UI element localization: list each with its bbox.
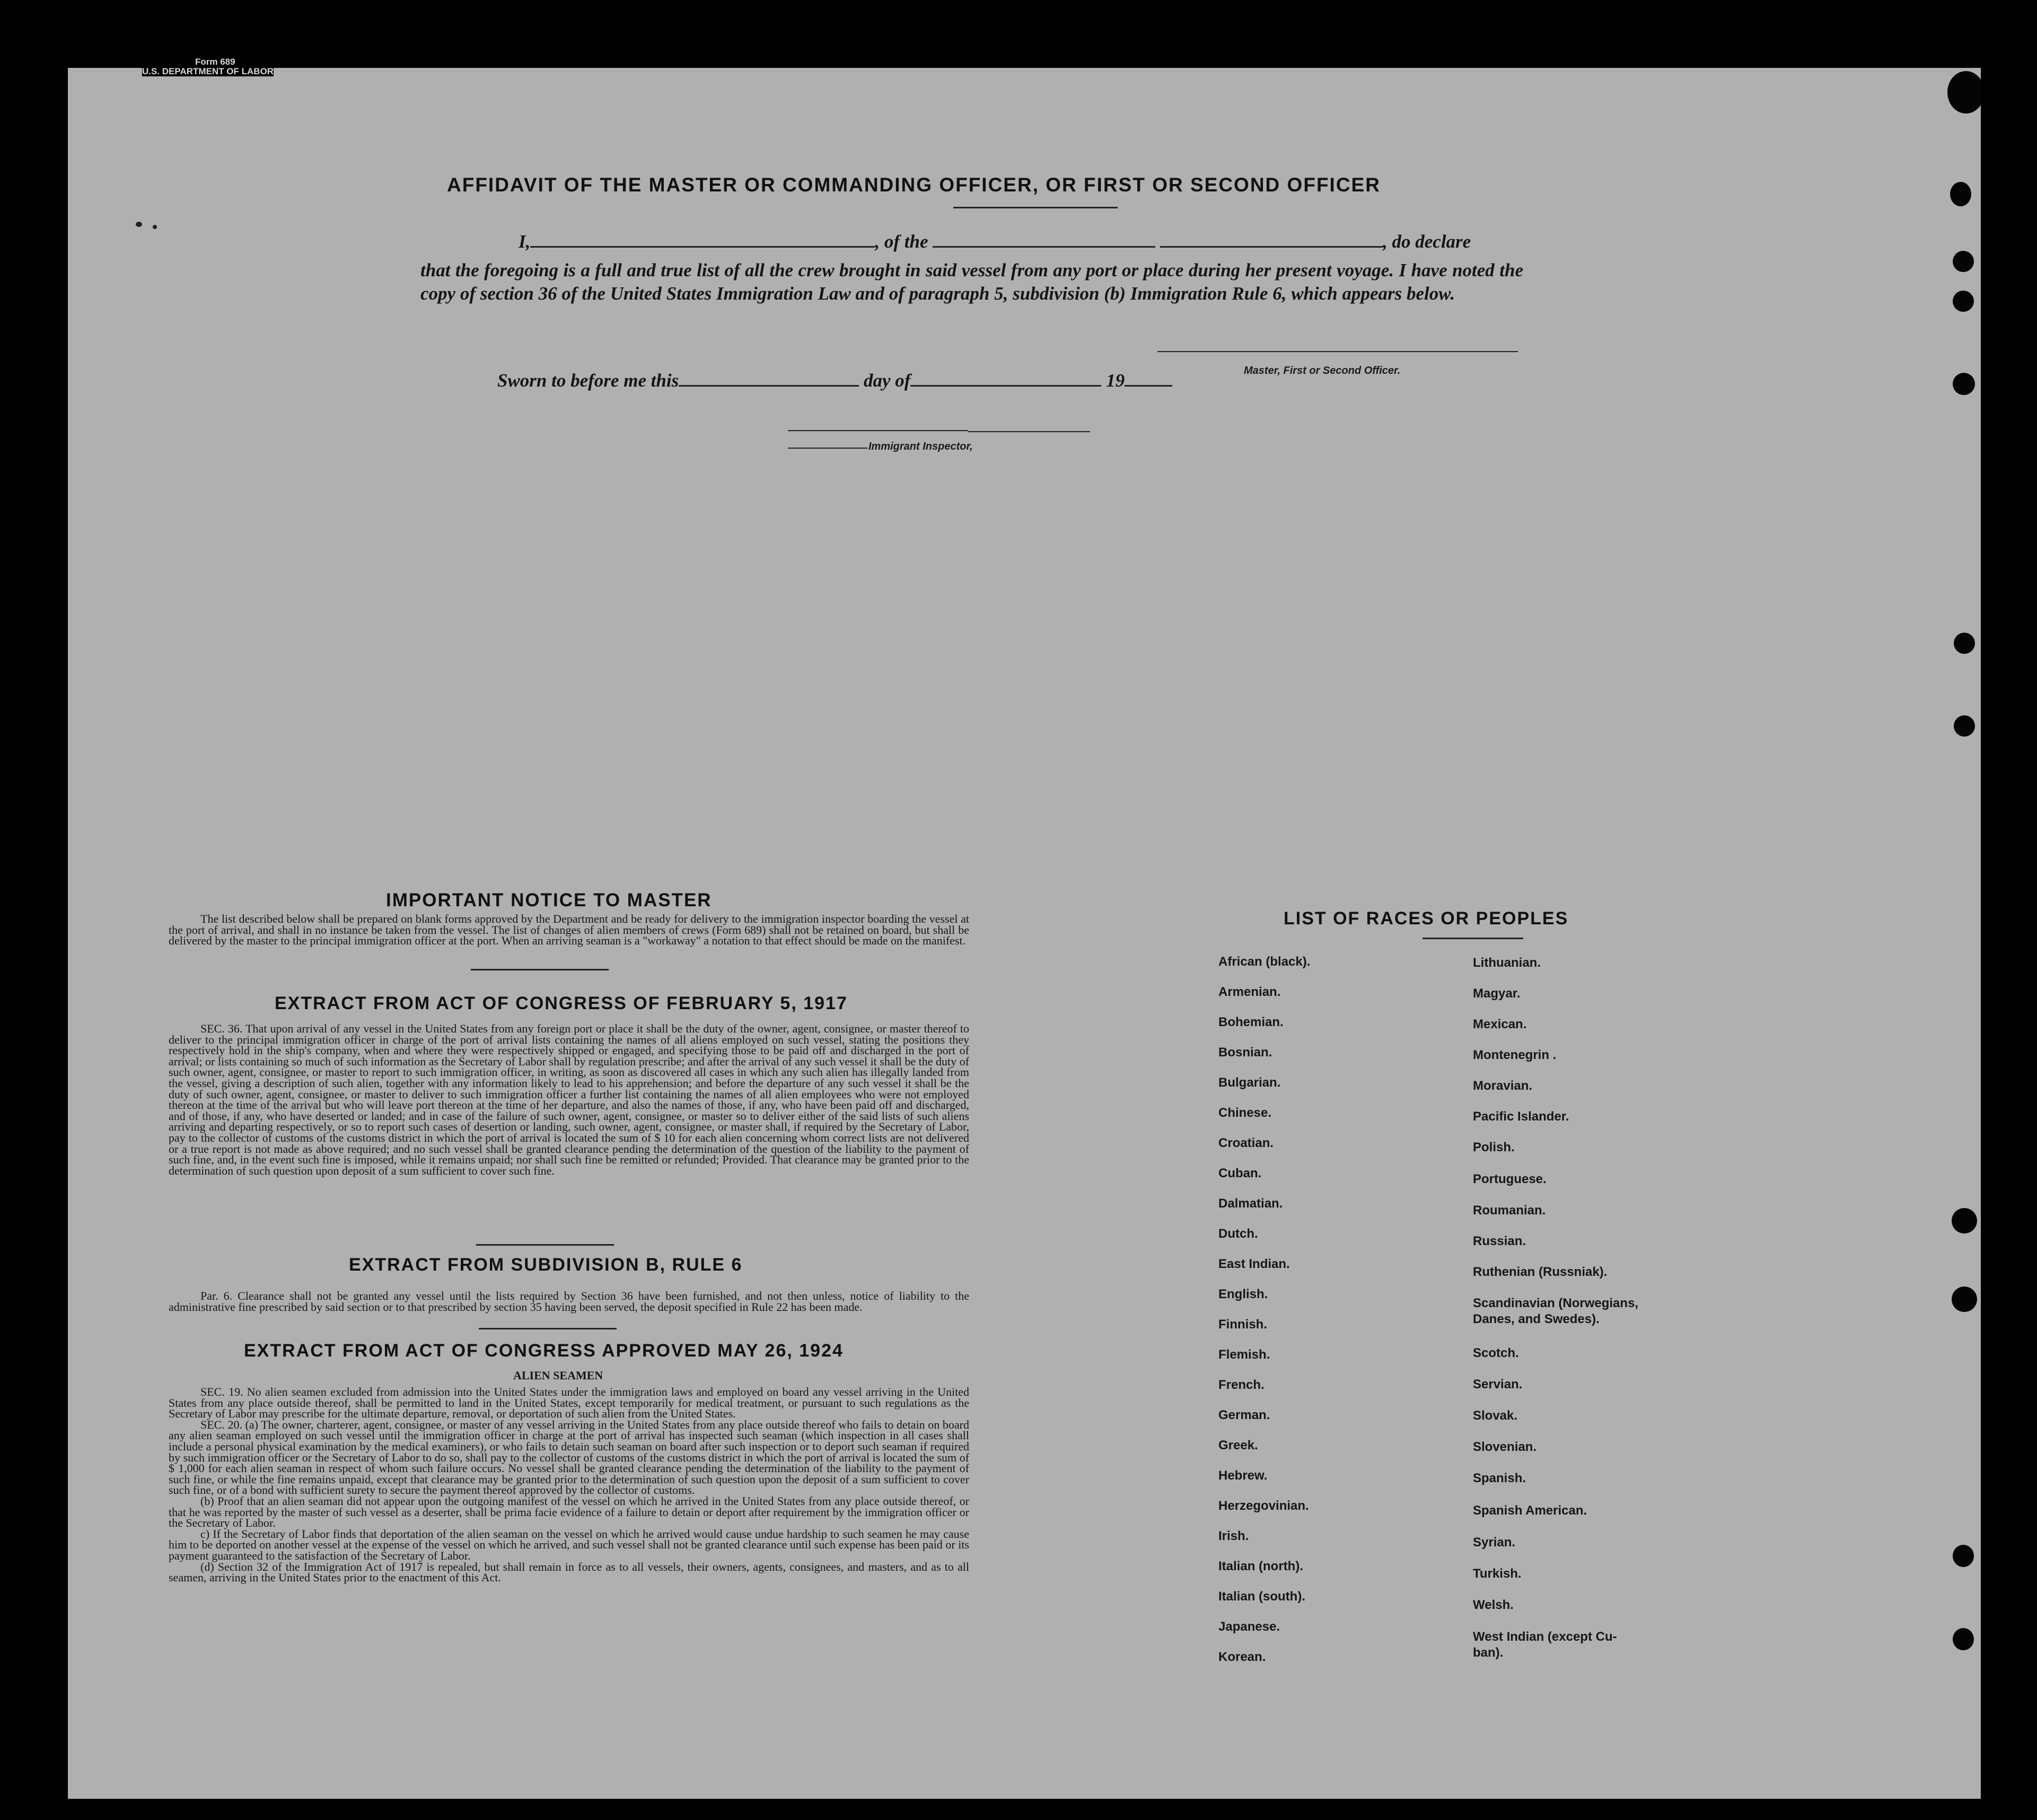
race-item: Finnish. [1218, 1317, 1267, 1332]
vessel-blank[interactable] [933, 230, 1155, 248]
race-item: West Indian (except Cu- ban). [1473, 1630, 1617, 1660]
binder-hole-icon [1950, 182, 1971, 206]
race-item: Chinese. [1218, 1106, 1272, 1120]
race-item: Korean. [1218, 1650, 1266, 1664]
extract-rule6-title: EXTRACT FROM SUBDIVISION B, RULE 6 [349, 1255, 743, 1275]
race-item: Slovenian. [1473, 1440, 1537, 1454]
race-item: Croatian. [1218, 1136, 1274, 1150]
sworn-year-blank[interactable] [1125, 369, 1172, 387]
race-item: East Indian. [1218, 1257, 1290, 1271]
race-item: Bosnian. [1218, 1045, 1272, 1060]
race-item: Flemish. [1218, 1348, 1270, 1362]
binder-hole-icon [1953, 291, 1974, 312]
master-signature-line[interactable] [1157, 351, 1518, 352]
inspector-label: Immigrant Inspector, [868, 441, 973, 452]
sworn-year: 19 [1106, 370, 1125, 391]
race-item: Spanish American. [1473, 1503, 1587, 1518]
affidavit-of-the: , of the [875, 231, 928, 252]
affidavit-first-line [519, 230, 1471, 252]
race-item: Montenegrin . [1473, 1048, 1557, 1062]
races-rule [1423, 938, 1523, 939]
affidavit-body: that the foregoing is a full and true list of all the crew brought in said vessel from any port or place during her present voyage. I have noted the copy of section 36 of the United States Immigration Law and of paragraph 5, subdivision (b) Immigration Rule 6, which appears below. [420, 260, 1523, 304]
race-item: Servian. [1473, 1377, 1523, 1392]
extract-1917-body: SEC. 36. That upon arrival of any vessel in the United States from any foreign port or place it shall be the duty of the owner, agent, consignee, or master thereof to deliver to the principal immigration officer in charge of the port of arrival lists containing the names of all aliens employed on such vessel, stating the positions they respectively hold in the ship's company, when and where they were respectively shipped or engaged, and specifying those to be paid off and discharged in the port of arrival; or lists containing so much of such information as the Secretary of Labor shall by regulation prescribe; and after the arrival of any such vessel it shall be the duty of such owner, agent, consignee, or master to report to such immigration officer, in writing, as soon as discovered all cases in which any such alien has illegally landed from the vessel, giving a description of such alien, together with any information likely to lead to his apprehension; and before the departure of any such vessel it shall be the duty of such owner, agent, consignee, or master to deliver to such immigration officer a further list containing the names of all alien employees who were not employed thereon at the time of the arrival but who will leave port thereon at the time of her departure, and also the names of those, if any, who have been paid off and discharged, and of those, if any, who have deserted or landed; and in case of the failure of such owner, agent, consignee, or master so to deliver either of the said lists of such aliens arriving and departing respectively, or so to report such cases of desertion or landing, such owner, agent, consignee, or master shall, if required by the Secretary of Labor, pay to the collector of customs of the customs district in which the port of arrival is located the sum of $ 10 for each alien concerning whom correct lists are not delivered or a true report is not made as above required; and no such vessel shall be granted clearance pending the determination of the question of the liability to the payment of such fine, and, in the event such fine is imposed, while it remains unpaid; nor shall such fine be remitted or refunded; Provided. That clearance may be granted prior to the determination of such question upon deposit of a sum sufficient to cover such fine. [169, 1022, 969, 1177]
race-item: Armenian. [1218, 985, 1281, 999]
race-item: Mexican. [1473, 1017, 1527, 1031]
notice-rule [471, 969, 609, 970]
sec-19-paragraph: SEC. 19. No alien seamen excluded from admission into the United States under the immigration laws and employed on board any vessel arriving in the United States from any place outside thereof, shall be permitted to land in the United States, except temporarily for medical treatment, or pursuant to such regulations as the Secretary of Labor may prescribe for the ultimate departure, removal, or deportation of such alien from the United States. [169, 1385, 969, 1421]
race-item: Slovak. [1473, 1408, 1518, 1423]
sec-20d-paragraph: (d) Section 32 of the Immigration Act of 1917 is repealed, but shall remain in force as to all vessels, their owners, agents, consignees, and masters, and as to all seamen, arriving in the United States prior to the enactment of this Act. [169, 1560, 969, 1585]
sworn-prefix: Sworn to before me this [497, 370, 679, 391]
binder-hole-icon [1953, 1628, 1974, 1650]
extract-1917-title: EXTRACT FROM ACT OF CONGRESS OF FEBRUARY 5, 1917 [275, 993, 848, 1013]
race-item: Scotch. [1473, 1346, 1519, 1360]
sworn-line [497, 369, 1172, 391]
race-item: German. [1218, 1408, 1270, 1422]
races-title: LIST OF RACES OR PEOPLES [1284, 908, 1569, 929]
affidavit-title: AFFIDAVIT OF THE MASTER OR COMMANDING OFFICER, OR FIRST OR SECOND OFFICER [447, 174, 1381, 196]
race-item: Irish. [1218, 1529, 1249, 1543]
form-number: Form 689 [195, 57, 235, 67]
ink-speck [136, 222, 142, 227]
extract-1924-subtitle: ALIEN SEAMEN [513, 1369, 603, 1382]
race-item: Portuguese. [1473, 1172, 1547, 1186]
binder-hole-icon [1953, 251, 1974, 272]
race-item: Roumanian. [1473, 1203, 1546, 1218]
race-item: French. [1218, 1378, 1265, 1392]
sec-20c-paragraph: c) If the Secretary of Labor finds that deportation of the alien seaman on the vessel on which he arrived would cause undue hardship to such seamen he may cause him to be deported on another vessel at the expense of the vessel on which he arrived, and such vessel shall not be granted clearance until such expense has been paid or its payment guaranteed to the satisfaction of the Secretary of Labor. [169, 1527, 969, 1562]
binder-hole-icon [1954, 715, 1975, 737]
binder-hole-icon [1954, 633, 1975, 654]
race-item: Syrian. [1473, 1535, 1516, 1550]
extract-1924-body [169, 1387, 969, 1583]
race-item: Dalmatian. [1218, 1196, 1283, 1211]
race-item: Lithuanian. [1473, 956, 1541, 970]
affidavit-do-declare: , do declare [1383, 231, 1471, 252]
race-item: Herzegovinian. [1218, 1499, 1309, 1513]
form-page [68, 68, 1981, 1799]
race-item: Dutch. [1218, 1227, 1258, 1241]
binder-hole-icon [1952, 1208, 1977, 1233]
race-item: Polish. [1473, 1140, 1515, 1154]
race-item: Pacific Islander. [1473, 1109, 1569, 1124]
race-item: Italian (north). [1218, 1559, 1303, 1573]
binder-hole-icon [1952, 1287, 1977, 1312]
sworn-month-blank[interactable] [910, 369, 1101, 387]
notice-body: The list described below shall be prepared on blank forms approved by the Department and be ready for delivery to the immigration inspector boarding the vessel at the port of arrival, and shall in no instance be taken from the vessel. The list of changes of alien members of crews (Form 689) shall not be retained on board, but shall be delivered by the master to the principal immigration officer at the port. When an arriving seaman is a "workaway" a notation to that effect should be made on the manifest. [169, 912, 969, 948]
department-name: U.S. DEPARTMENT OF LABOR [142, 66, 274, 76]
race-item: African (black). [1218, 955, 1311, 969]
inspector-line-a[interactable] [788, 430, 968, 431]
race-item: Magyar. [1473, 986, 1521, 1001]
extract-1924-title: EXTRACT FROM ACT OF CONGRESS APPROVED MAY 26, 1924 [244, 1341, 844, 1361]
race-item: Spanish. [1473, 1471, 1526, 1485]
sec-20a-paragraph: SEC. 20. (a) The owner, charterer, agent, consignee, or master of any vessel arriving in the United States from any place outside thereof who fails to detain on board any alien seaman employed on such vessel until the immigration officer in charge at the port of arrival has inspected such seaman (which inspection in all cases shall include a personal physical examination by the medical examiners), or who fails to detain such seaman on board after such inspection or to deport such seaman if required by such immigration officer or the Secretary of Labor to do so, shall pay to the collector of customs of the customs district in which the port of arrival is located the sum of $ 1,000 for each alien seaman in respect of whom such failure occurs. No vessel shall be granted clearance pending the determination of the liability to the payment of such fine, or while the fine remains unpaid, except that clearance may be granted prior to the determination of such question upon the deposit of a sum sufficient to cover such fine, or of a bond with sufficient surety to secure the payment thereof approved by the collector of customs. [169, 1418, 969, 1497]
sworn-day-of: day of [864, 370, 911, 391]
inspector-line-c[interactable] [788, 448, 867, 449]
race-item: Bulgarian. [1218, 1075, 1281, 1090]
inspector-line-b[interactable] [968, 431, 1090, 432]
race-item: Cuban. [1218, 1166, 1262, 1180]
binder-hole-icon [1953, 373, 1975, 395]
race-item: Japanese. [1218, 1620, 1280, 1634]
ink-speck [153, 225, 157, 229]
title-underline [953, 207, 1118, 208]
race-item: English. [1218, 1287, 1268, 1301]
race-item: Turkish. [1473, 1567, 1522, 1581]
sworn-day-blank[interactable] [679, 369, 859, 387]
sec-20b-paragraph: (b) Proof that an alien seaman did not appear upon the outgoing manifest of the vessel on which he arrived in the United States from any place outside thereof, or that he was reported by the master of such vessel as a deserter, shall be prima facie evidence of a failure to detain or deport after requirement by the immigration officer or the Secretary of Labor. [169, 1494, 969, 1530]
notice-title: IMPORTANT NOTICE TO MASTER [386, 890, 712, 911]
rule6-top-rule [476, 1244, 614, 1246]
extract-rule6-body: Par. 6. Clearance shall not be granted any vessel until the lists required by Section 36 have been furnished, and not then unless, notice of liability to the administrative fine prescribed by said section or to that prescribed by section 35 having been served, the deposit specified in Rule 22 has been made. [169, 1289, 969, 1314]
name-blank[interactable] [530, 230, 875, 248]
rule6-bottom-rule [479, 1328, 617, 1329]
race-item: Hebrew. [1218, 1468, 1268, 1483]
race-item: Bohemian. [1218, 1015, 1284, 1029]
master-signature-label: Master, First or Second Officer. [1244, 365, 1401, 377]
vessel-name-blank[interactable] [1160, 230, 1383, 248]
race-item: Italian (south). [1218, 1589, 1305, 1604]
affidavit-i: I, [519, 231, 531, 252]
race-item: Greek. [1218, 1438, 1258, 1452]
race-item: Russian. [1473, 1234, 1526, 1248]
binder-hole-icon [1953, 1545, 1974, 1567]
binder-hole-icon [1947, 71, 1981, 113]
form-header [142, 57, 274, 76]
race-item: Moravian. [1473, 1079, 1533, 1093]
race-item: Welsh. [1473, 1598, 1514, 1612]
race-item: Scandinavian (Norwegians, Danes, and Swedes). [1473, 1296, 1639, 1326]
race-item: Ruthenian (Russniak). [1473, 1265, 1608, 1279]
